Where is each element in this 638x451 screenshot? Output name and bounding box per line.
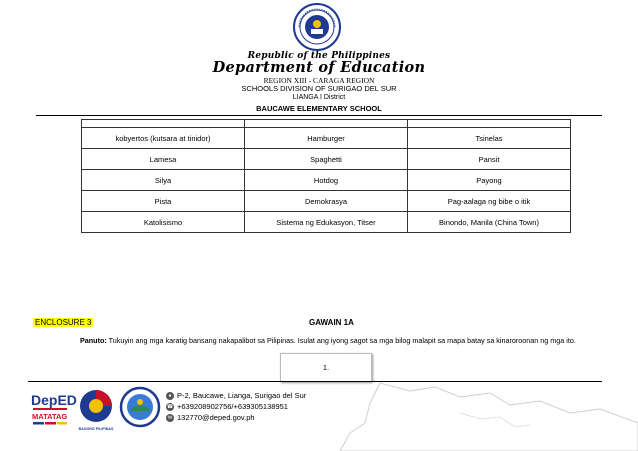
table-cell: Payong: [408, 170, 571, 191]
instructions-label: Panuto:: [80, 336, 107, 345]
phone-line: [166, 402, 288, 411]
table-cell: Tsinelas: [408, 128, 571, 149]
table-cell: Pag-aalaga ng bibe o itik: [408, 191, 571, 212]
bagong-pilipinas-text: BAGONG PILIPINAS: [78, 427, 114, 431]
department-heading: Department of Education: [212, 59, 426, 76]
table-cell: Silya: [82, 170, 245, 191]
table-cell: Lamesa: [82, 149, 245, 170]
division-seal-logo: [120, 387, 160, 427]
district-heading: LIANGA I District: [292, 94, 346, 101]
table-cell: [245, 120, 408, 128]
table-row: [82, 212, 571, 233]
phone-icon: ☎: [166, 404, 174, 411]
email-icon: ✉: [167, 415, 173, 422]
table-cell: [82, 120, 245, 128]
phone-text: +639208902756/+639305138951: [177, 402, 288, 411]
answer-box[interactable]: 1.: [280, 353, 372, 382]
philippines-map-outline: [340, 383, 638, 451]
address-text: P-2, Baucawe, Lianga, Surigao del Sur: [177, 391, 307, 400]
table-cell: Spaghetti: [245, 149, 408, 170]
table-cell: Hotdog: [245, 170, 408, 191]
deped-seal-logo: [293, 3, 341, 51]
table-cell: Sistema ng Edukasyon, Titser: [245, 212, 408, 233]
address-line: [166, 391, 306, 400]
matatag-text: MATATAG: [32, 412, 68, 421]
header-divider: [36, 115, 602, 116]
table-cell: [408, 120, 571, 128]
word-table: [81, 119, 571, 233]
table-row: [82, 120, 571, 128]
instructions-text: Tukuyin ang mga karatig bansang nakapalibot sa Pilipinas. Isulat ang iyong sagot sa mga bilog malapit sa mapa batay sa kinaroroonan ng mga ito.: [106, 336, 576, 345]
table-row: [82, 191, 571, 212]
table-cell: Pansit: [408, 149, 571, 170]
email-text: 132770@deped.gov.ph: [177, 413, 255, 422]
table-cell: Demokrasya: [245, 191, 408, 212]
deped-logo-text: DepED: [31, 392, 77, 408]
table-cell: Hamburger: [245, 128, 408, 149]
instructions: [80, 336, 576, 345]
table-cell: Pista: [82, 191, 245, 212]
table-row: [82, 128, 571, 149]
bagong-pilipinas-logo: [76, 388, 116, 436]
email-line: [166, 413, 255, 422]
table-row: [82, 170, 571, 191]
school-heading: BAUCAWE ELEMENTARY SCHOOL: [256, 104, 382, 113]
division-heading: SCHOOLS DIVISION OF SURIGAO DEL SUR: [241, 84, 397, 93]
table-cell: kobyertos (kutsara at tinidor): [82, 128, 245, 149]
table-cell: Binondo, Manila (China Town): [408, 212, 571, 233]
table-row: [82, 149, 571, 170]
region-heading: REGION XIII - CARAGA REGION: [263, 76, 375, 85]
republic-heading: Republic of the Philippines: [247, 51, 391, 61]
table-cell: Katolisismo: [82, 212, 245, 233]
footer-divider: [28, 381, 602, 382]
location-icon: ●: [166, 392, 174, 400]
activity-title: GAWAIN 1A: [309, 318, 354, 327]
enclosure-label: ENCLOSURE 3: [35, 318, 92, 327]
deped-matatag-logo: [30, 388, 77, 436]
